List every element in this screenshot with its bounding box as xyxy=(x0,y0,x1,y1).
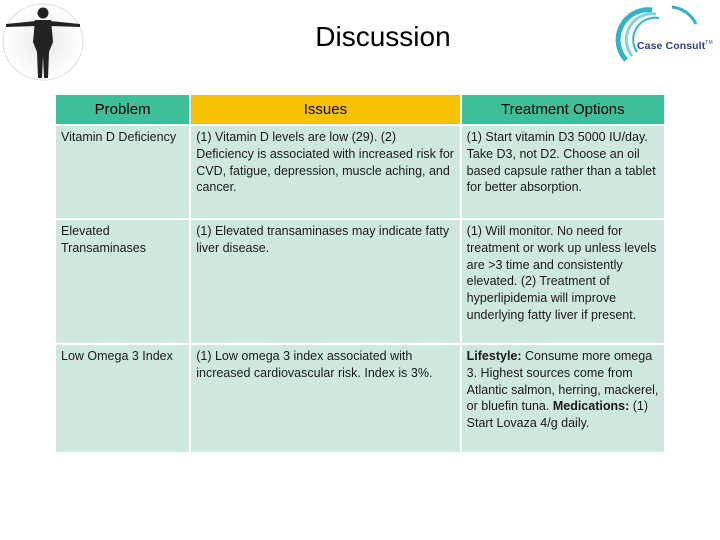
header-issues: Issues xyxy=(191,95,459,124)
lifestyle-label: Lifestyle: xyxy=(466,349,522,363)
logo-name: Case Consult xyxy=(637,40,706,52)
issues-cell: (1) Vitamin D levels are low (29). (2) Deficiency is associated with increased risk for CVD, fatigue, depression, muscle aching, and cancer. xyxy=(191,126,459,218)
problem-cell: Elevated Transaminases xyxy=(56,220,189,343)
issues-cell: (1) Low omega 3 index associated with increased cardiovascular risk. Index is 3%. xyxy=(191,345,459,452)
table-row xyxy=(56,126,664,218)
treatment-cell: (1) Will monitor. No need for treatment or work up unless levels are >3 time and consistently elevated. (2) Treatment of hyperlipidemia will improve underlying fatty liver if present. xyxy=(462,220,664,343)
logo-trademark: TM xyxy=(705,40,713,46)
problem-cell: Vitamin D Deficiency xyxy=(56,126,189,218)
medications-text: (1) Start Lovaza 4/g daily. xyxy=(466,399,648,431)
lifestyle-text: Consume more omega 3. Highest sources come from Atlantic salmon, herring, mackerel, or bluefin tuna. xyxy=(466,349,659,414)
treatment-cell: (1) Start vitamin D3 5000 IU/day. Take D3, not D2. Choose an oil based capsule rather than a tablet for better absorption. xyxy=(462,126,664,218)
treatment-cell xyxy=(462,345,664,452)
slide-title: Discussion xyxy=(315,21,451,52)
table-header-row xyxy=(56,95,664,124)
discussion-table xyxy=(54,93,666,454)
issues-cell: (1) Elevated transaminases may indicate fatty liver disease. xyxy=(191,220,459,343)
table-row xyxy=(56,220,664,343)
header-problem: Problem xyxy=(56,95,189,124)
medications-label: Medications: xyxy=(552,399,630,414)
table-row xyxy=(56,345,664,452)
problem-cell: Low Omega 3 Index xyxy=(56,345,189,452)
header-treatment-options: Treatment Options xyxy=(462,95,664,124)
